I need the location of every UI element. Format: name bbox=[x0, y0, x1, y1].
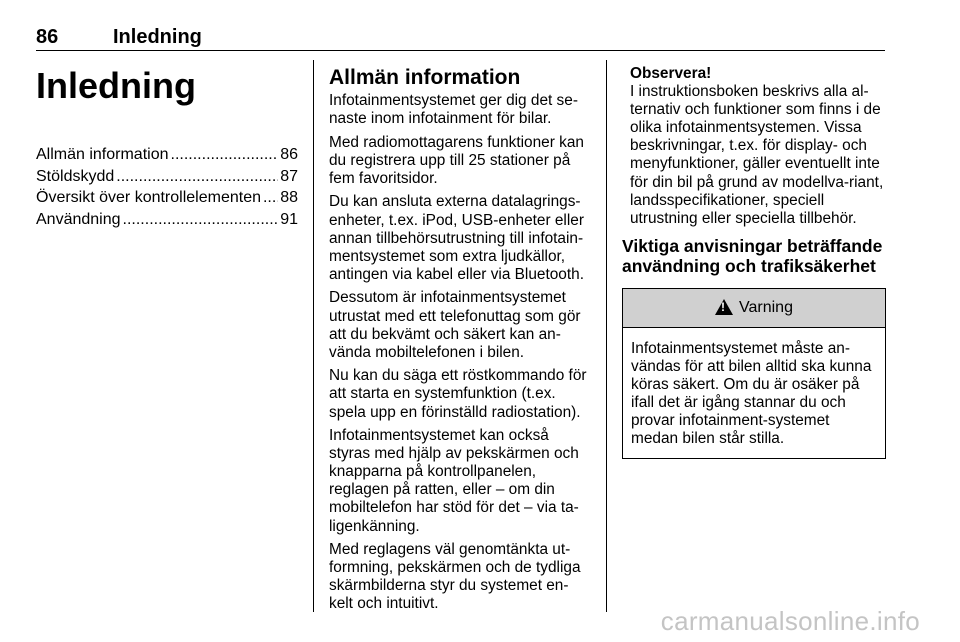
column-toc bbox=[36, 60, 298, 230]
toc-entry-label: Översikt över kontrollelementen bbox=[36, 189, 261, 207]
toc-entry-page: 87 bbox=[280, 167, 298, 185]
body-paragraph: Med reglagens väl genomtänkta ut-formning, pekskärmen och de tydliga skärmbilderna styr du systemet en-kelt och intuitivt. bbox=[329, 541, 581, 613]
page-number: 86 bbox=[36, 26, 59, 48]
warning-title: Varning bbox=[739, 298, 793, 316]
column-notes bbox=[622, 60, 886, 459]
note-title: Observera! bbox=[630, 65, 712, 82]
column-divider-2 bbox=[606, 60, 607, 612]
section-title: Allmän information bbox=[329, 66, 521, 89]
table-of-contents bbox=[36, 144, 298, 230]
chapter-title: Inledning bbox=[36, 65, 196, 106]
body-paragraph: Dessutom är infotainmentsystemet utrustat med ett telefonuttag som gör att du bekvämt och säkert kan an-vända mobiltelefonen i bilen. bbox=[329, 289, 581, 361]
toc-leader-dots bbox=[263, 187, 278, 209]
toc-entry[interactable] bbox=[36, 209, 298, 231]
toc-entry-label: Stöldskydd bbox=[36, 167, 115, 185]
toc-entry[interactable] bbox=[36, 144, 298, 166]
toc-entry-page: 91 bbox=[280, 210, 298, 228]
toc-entry[interactable] bbox=[36, 187, 298, 209]
watermark-text: carmanualsonline.info bbox=[660, 606, 920, 636]
toc-entry-label: Allmän information bbox=[36, 146, 169, 163]
toc-leader-dots bbox=[171, 144, 279, 166]
warning-header bbox=[623, 289, 885, 328]
toc-entry[interactable] bbox=[36, 166, 298, 188]
toc-leader-dots bbox=[123, 209, 279, 231]
toc-leader-dots bbox=[116, 166, 278, 188]
running-title: Inledning bbox=[113, 26, 202, 48]
column-divider-1 bbox=[313, 60, 314, 612]
body-paragraph: Nu kan du säga ett röstkommando för att starta en systemfunktion (t.ex. spela upp en förinställd radiostation). bbox=[329, 367, 587, 421]
warning-box bbox=[622, 288, 886, 460]
column-general-info bbox=[329, 60, 591, 619]
body-paragraph: Infotainmentsystemet kan också styras med hjälp av pekskärmen och knapparna på kontrollpanelen, reglagen på ratten, eller – om din mobiltelefon har stöd för det – via ta-ligenkänning. bbox=[329, 427, 579, 535]
note-box bbox=[622, 65, 886, 228]
warning-triangle-icon bbox=[715, 299, 733, 315]
toc-entry-page: 86 bbox=[280, 146, 298, 163]
body-paragraph: Med radiomottagarens funktioner kan du registrera upp till 25 stationer på fem favoritsidor. bbox=[329, 133, 584, 187]
body-paragraph: Infotainmentsystemet ger dig det se-naste inom infotainment för bilar. bbox=[329, 92, 578, 128]
toc-entry-label: Användning bbox=[36, 210, 121, 228]
body-paragraph: Du kan ansluta externa datalagrings-enheter, t.ex. iPod, USB-enheter eller annan tillbehörsutrustning till infotain-mentsystemet som extra ljudkällor, antingen via kabel eller via Bluetooth. bbox=[329, 193, 584, 283]
note-text: I instruktionsboken beskrivs alla al-ternativ och funktioner som finns i de olika infotainmentsystemen. Vissa beskrivningar, t.ex. för display- och menyfunktioner, gäller eventuellt inte för din bil på grund av modellva-riant, landsspecifikationer, speciell utrustning eller speciella tillbehör. bbox=[630, 83, 884, 227]
safety-subheading: Viktiga anvisningar beträffande användning och trafiksäkerhet bbox=[622, 235, 883, 276]
toc-entry-page: 88 bbox=[280, 189, 298, 207]
warning-text: Infotainmentsystemet måste an-vändas för att bilen alltid ska kunna köras säkert. Om du är osäker på ifall det är igång stannar du och provar infotainment-systemet medan bilen står stilla. bbox=[631, 339, 872, 448]
page-header bbox=[36, 26, 885, 51]
